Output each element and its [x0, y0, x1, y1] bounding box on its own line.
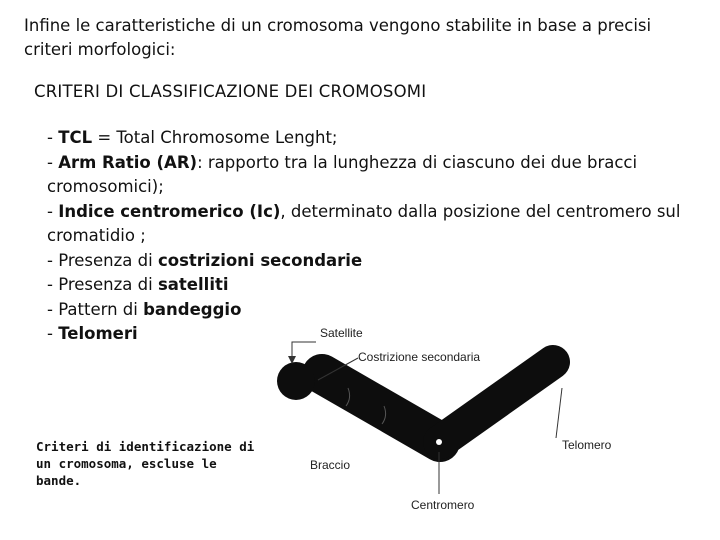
- chromosome-left-arm: [322, 374, 440, 442]
- label-telomere: Telomero: [562, 438, 612, 452]
- figure-caption: Criteri di identificazione di un cromosoma, escluse le bande.: [36, 439, 255, 488]
- satellite-pointer: [292, 342, 316, 358]
- chromosome-diagram: [270, 318, 650, 528]
- criterion-tcl: - TCL = Total Chromosome Lenght;: [47, 128, 338, 147]
- criterion-secondary-constrictions: - Presenza di costrizioni secondarie: [47, 250, 363, 270]
- criterion-arm-ratio: - Arm Ratio (AR): rapporto tra la lunghezza di ciascuno dei due bracci cromosomici);: [47, 152, 638, 196]
- chromosome-body: [277, 362, 553, 445]
- section-heading: CRITERI DI CLASSIFICAZIONE DEI CROMOSOMI: [34, 82, 427, 101]
- centromere-mark: [436, 439, 442, 445]
- criterion-centromeric-index: - Indice centromerico (Ic), determinato dalla posizione del centromero sul cromatidio ;: [47, 201, 681, 245]
- label-arm: Braccio: [310, 458, 351, 472]
- criterion-satellites: - Presenza di satelliti: [47, 275, 229, 294]
- label-secondary-constriction: Costrizione secondaria: [358, 350, 481, 364]
- label-satellite: Satellite: [320, 326, 363, 340]
- chromosome-right-arm: [440, 362, 553, 442]
- criterion-banding: - Pattern di bandeggio: [47, 299, 242, 319]
- criteria-list: [47, 126, 687, 347]
- criterion-telomeres: - Telomeri: [47, 324, 138, 343]
- telomere-pointer: [556, 388, 562, 438]
- intro-text: Infine le caratteristiche di un cromosoma vengono stabilite in base a precisi criteri morfologici:: [24, 16, 652, 59]
- satellite-knob: [277, 362, 315, 400]
- label-centromere: Centromero: [411, 498, 475, 512]
